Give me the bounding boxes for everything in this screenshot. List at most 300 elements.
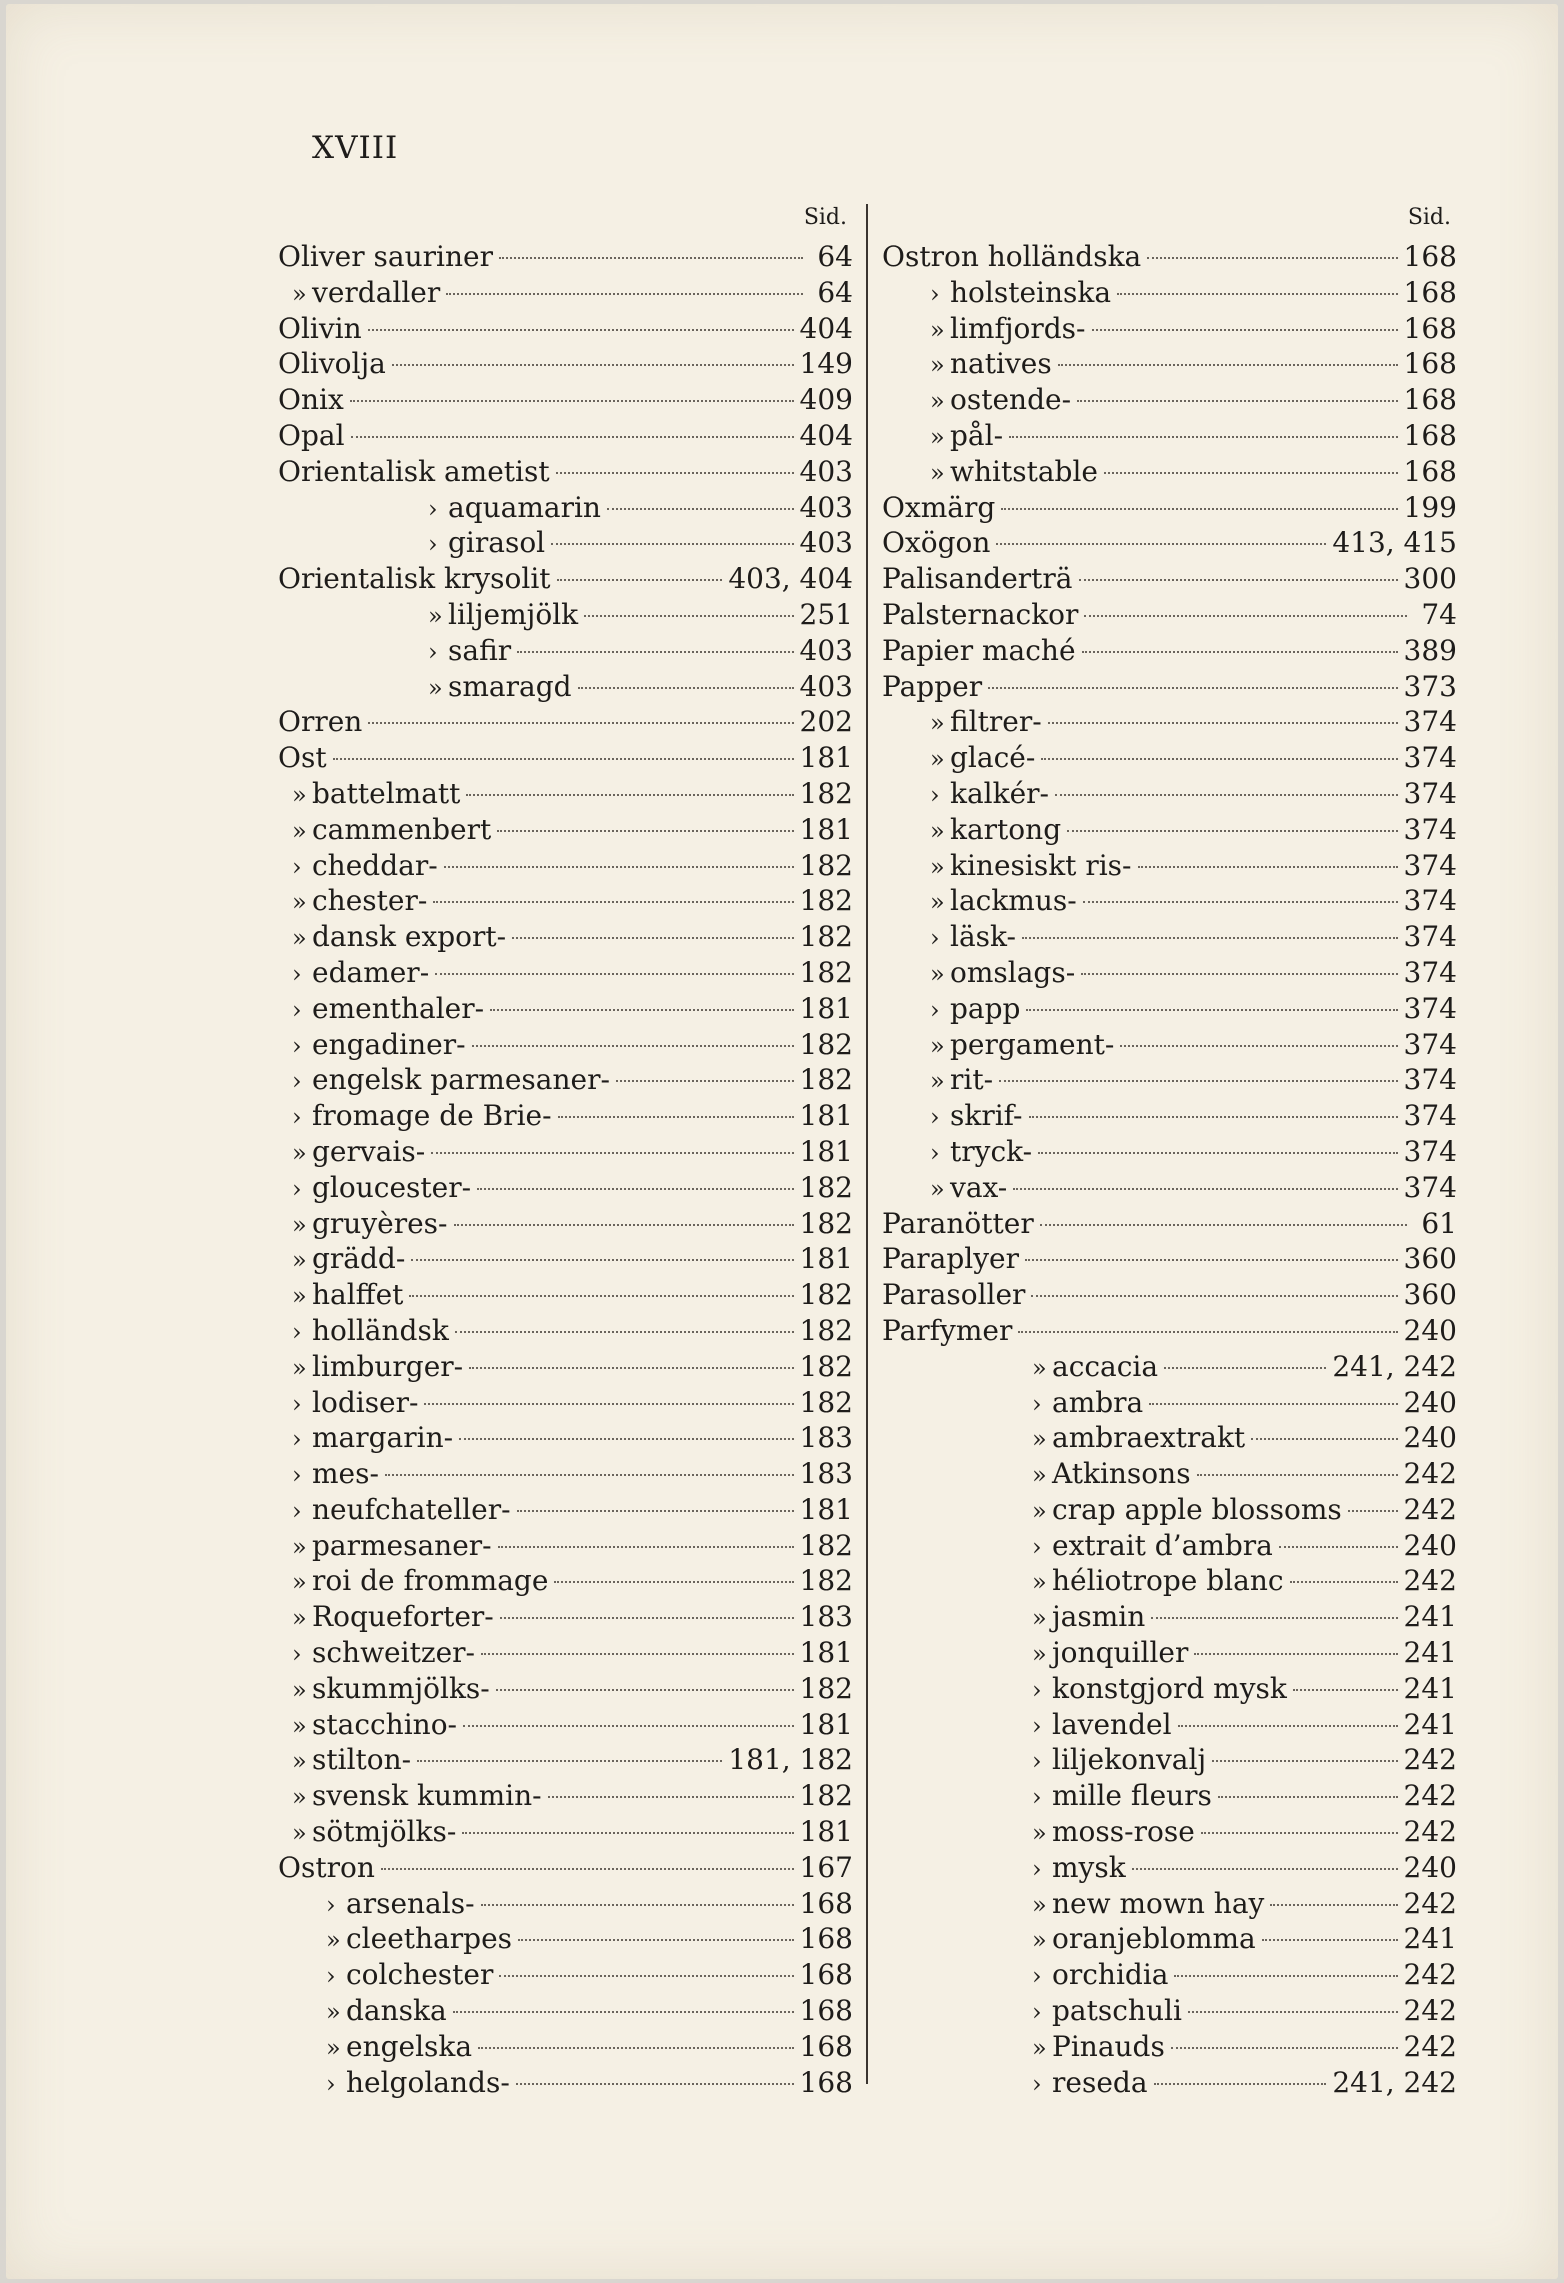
- ditto-mark: ›: [326, 1890, 336, 1919]
- dot-leader: [1251, 1438, 1397, 1440]
- ditto-mark: ›: [326, 1962, 336, 1991]
- dot-leader: [446, 293, 803, 295]
- ditto-mark: ›: [1032, 1962, 1042, 1991]
- entry-label: edamer-: [312, 955, 430, 989]
- entry-label: pål-: [950, 418, 1004, 452]
- index-entry: [882, 633, 1457, 669]
- entry-page-number: 181: [799, 1707, 853, 1741]
- ditto-mark: »: [930, 387, 945, 416]
- ditto-mark: ›: [292, 959, 302, 988]
- entry-label: cammenbert: [312, 812, 492, 846]
- ditto-mark: »: [326, 2033, 341, 2062]
- ditto-mark: »: [930, 315, 945, 344]
- entry-page-number: 182: [799, 1313, 853, 1347]
- entry-label: héliotrope blanc: [1052, 1564, 1284, 1598]
- entry-label: Atkinsons: [1052, 1457, 1191, 1491]
- entry-page-number: 409: [799, 383, 853, 417]
- ditto-mark: ›: [292, 1640, 302, 1669]
- left-column-header: Sid.: [803, 205, 847, 230]
- dot-leader: [1164, 1367, 1326, 1369]
- ditto-mark: ›: [1032, 1783, 1042, 1812]
- ditto-mark: »: [292, 1246, 307, 1275]
- dot-leader: [1077, 400, 1398, 402]
- entry-page-number: 168: [799, 1886, 853, 1920]
- ditto-mark: »: [930, 745, 945, 774]
- entry-label: orchidia: [1052, 1958, 1169, 1992]
- index-entry: [278, 1349, 853, 1385]
- dot-leader: [548, 1796, 794, 1798]
- entry-label: extrait d’ambra: [1052, 1528, 1273, 1562]
- entry-label: Orientalisk krysolit: [278, 562, 551, 596]
- dot-leader: [1279, 1546, 1398, 1548]
- index-entry: [278, 883, 853, 919]
- entry-label: Palisanderträ: [882, 562, 1073, 596]
- dot-leader: [1041, 758, 1397, 760]
- index-entry: [882, 1850, 1457, 1886]
- ditto-mark: ›: [1032, 1747, 1042, 1776]
- dot-leader: [453, 2011, 794, 2013]
- index-entry: [882, 1742, 1457, 1778]
- entry-page-number: 182: [799, 1170, 853, 1204]
- left-column: [278, 196, 853, 2100]
- index-entry: [278, 382, 853, 418]
- ditto-mark: »: [292, 1711, 307, 1740]
- dot-leader: [616, 1080, 794, 1082]
- index-entry: [278, 1170, 853, 1206]
- index-entry: [278, 919, 853, 955]
- dot-leader: [1029, 1116, 1398, 1118]
- dot-leader: [497, 830, 793, 832]
- entry-label: limburger-: [312, 1349, 464, 1383]
- dot-leader: [584, 615, 793, 617]
- entry-page-number: 374: [1403, 705, 1457, 739]
- ditto-mark: »: [1032, 1461, 1047, 1490]
- index-entry: [882, 346, 1457, 382]
- ditto-mark: ›: [930, 279, 940, 308]
- ditto-mark: ›: [292, 1317, 302, 1346]
- right-column: [882, 196, 1457, 2100]
- index-entry: [278, 597, 853, 633]
- entry-page-number: 374: [1403, 812, 1457, 846]
- entry-label: Papier maché: [882, 633, 1076, 667]
- entry-label: liljemjölk: [448, 597, 579, 631]
- entry-page-number: 168: [1403, 454, 1457, 488]
- ditto-mark: »: [428, 673, 443, 702]
- dot-leader: [1038, 1152, 1397, 1154]
- ditto-mark: ›: [930, 924, 940, 953]
- dot-leader: [1149, 1403, 1397, 1405]
- entry-page-number: 240: [1403, 1313, 1457, 1347]
- entry-page-number: 168: [799, 2065, 853, 2099]
- ditto-mark: »: [292, 1783, 307, 1812]
- index-entry: [278, 776, 853, 812]
- entry-page-number: 181: [799, 741, 853, 775]
- entry-label: holsteinska: [950, 275, 1112, 309]
- dot-leader: [1270, 1904, 1397, 1906]
- entry-label: cleetharpes: [346, 1922, 513, 1956]
- dot-leader: [417, 1760, 722, 1762]
- dot-leader: [1081, 973, 1397, 975]
- entry-label: neufchateller-: [312, 1492, 511, 1526]
- dot-leader: [1218, 1796, 1398, 1798]
- ditto-mark: »: [292, 1210, 307, 1239]
- ditto-mark: ›: [292, 1389, 302, 1418]
- dot-leader: [500, 1617, 794, 1619]
- index-entry: [882, 955, 1457, 991]
- entry-label: engadiner-: [312, 1027, 466, 1061]
- index-entry: [882, 1420, 1457, 1456]
- dot-leader: [1120, 1045, 1397, 1047]
- entry-label: parmesaner-: [312, 1528, 492, 1562]
- entry-page-number: 182: [799, 848, 853, 882]
- dot-leader: [481, 1904, 794, 1906]
- entry-label: halffet: [312, 1278, 404, 1312]
- entry-label: läsk-: [950, 920, 1016, 954]
- index-entry: [278, 1814, 853, 1850]
- entry-label: aquamarin: [448, 490, 601, 524]
- entry-page-number: 168: [799, 1922, 853, 1956]
- dot-leader: [1067, 830, 1397, 832]
- entry-label: Ostron: [278, 1850, 375, 1884]
- entry-label: mille fleurs: [1052, 1779, 1212, 1813]
- entry-page-number: 374: [1403, 955, 1457, 989]
- index-entry: [882, 669, 1457, 705]
- entry-label: kinesiskt ris-: [950, 848, 1132, 882]
- ditto-mark: ›: [292, 1067, 302, 1096]
- entry-page-number: 182: [799, 920, 853, 954]
- entry-page-number: 181: [799, 812, 853, 846]
- dot-leader: [1083, 901, 1398, 903]
- left-entries: [278, 239, 853, 2100]
- ditto-mark: »: [1032, 1819, 1047, 1848]
- index-entry: [278, 1456, 853, 1492]
- entry-page-number: 374: [1403, 1170, 1457, 1204]
- entry-label: skrif-: [950, 1099, 1023, 1133]
- entry-label: margarin-: [312, 1421, 454, 1455]
- ditto-mark: »: [1032, 1640, 1047, 1669]
- index-entry: [278, 2029, 853, 2065]
- entry-page-number: 182: [799, 1779, 853, 1813]
- entry-label: liljekonvalj: [1052, 1743, 1207, 1777]
- index-entry: [882, 311, 1457, 347]
- dot-leader: [1138, 866, 1398, 868]
- dot-leader: [1025, 1259, 1398, 1261]
- entry-page-number: 168: [799, 1958, 853, 1992]
- index-entry: [278, 669, 853, 705]
- ditto-mark: »: [292, 924, 307, 953]
- dot-leader: [368, 722, 793, 724]
- entry-page-number: 242: [1403, 1994, 1457, 2028]
- index-entry: [882, 1563, 1457, 1599]
- entry-page-number: 182: [799, 1278, 853, 1312]
- index-entry: [278, 454, 853, 490]
- entry-page-number: 241: [1403, 1600, 1457, 1634]
- index-page: [6, 4, 1558, 2279]
- dot-leader: [462, 1832, 793, 1834]
- entry-page-number: 241, 242: [1332, 1349, 1457, 1383]
- ditto-mark: ›: [292, 852, 302, 881]
- entry-page-number: 202: [799, 705, 853, 739]
- dot-leader: [557, 579, 723, 581]
- entry-label: Ostron holländska: [882, 240, 1142, 273]
- index-entry: [278, 633, 853, 669]
- entry-page-number: 374: [1403, 991, 1457, 1025]
- index-entry: [882, 1993, 1457, 2029]
- entry-page-number: 403, 404: [728, 562, 853, 596]
- dot-leader: [477, 1188, 793, 1190]
- dot-leader: [554, 1581, 793, 1583]
- entry-label: stacchino-: [312, 1707, 458, 1741]
- entry-label: skummjölks-: [312, 1671, 490, 1705]
- entry-label: Roqueforter-: [312, 1600, 494, 1634]
- index-entry: [882, 1599, 1457, 1635]
- dot-leader: [433, 901, 793, 903]
- entry-label: kartong: [950, 812, 1062, 846]
- index-entry: [278, 1385, 853, 1421]
- right-entries: [882, 239, 1457, 2100]
- index-entry: [882, 1635, 1457, 1671]
- ditto-mark: »: [428, 601, 443, 630]
- ditto-mark: ›: [930, 780, 940, 809]
- index-entry: [882, 2065, 1457, 2101]
- entry-page-number: 374: [1403, 776, 1457, 810]
- index-entry: [882, 919, 1457, 955]
- ditto-mark: ›: [1032, 2069, 1042, 2098]
- ditto-mark: »: [1032, 1425, 1047, 1454]
- dot-leader: [455, 1331, 794, 1333]
- entry-label: accacia: [1052, 1349, 1159, 1383]
- index-entry: [882, 1921, 1457, 1957]
- index-entry: [278, 1528, 853, 1564]
- entry-page-number: 373: [1403, 669, 1457, 703]
- index-entry: [278, 1563, 853, 1599]
- right-column-header: Sid.: [1407, 205, 1451, 230]
- entry-page-number: 168: [1403, 275, 1457, 309]
- entry-page-number: 182: [799, 955, 853, 989]
- entry-label: roi de frommage: [312, 1564, 549, 1598]
- index-entry: [882, 848, 1457, 884]
- entry-label: chester-: [312, 884, 428, 918]
- dot-leader: [1022, 937, 1398, 939]
- entry-page-number: 403: [799, 526, 853, 560]
- entry-page-number: 242: [1403, 1457, 1457, 1491]
- entry-label: lavendel: [1052, 1707, 1172, 1741]
- entry-page-number: 199: [1403, 490, 1457, 524]
- entry-page-number: 389: [1403, 633, 1457, 667]
- index-entry: [278, 1134, 853, 1170]
- entry-label: pergament-: [950, 1027, 1115, 1061]
- entry-page-number: 374: [1403, 1134, 1457, 1168]
- entry-label: battelmatt: [312, 776, 461, 810]
- dot-leader: [469, 1367, 793, 1369]
- entry-page-number: 181: [799, 1636, 853, 1670]
- ditto-mark: »: [1032, 1604, 1047, 1633]
- entry-label: Parasoller: [882, 1278, 1026, 1312]
- dot-leader: [1058, 364, 1398, 366]
- ditto-mark: ›: [930, 995, 940, 1024]
- entry-label: Ost: [278, 741, 327, 775]
- entry-page-number: 168: [1403, 383, 1457, 417]
- dot-leader: [1018, 1331, 1397, 1333]
- index-entry: [882, 991, 1457, 1027]
- entry-label: kalkér-: [950, 776, 1049, 810]
- dot-leader: [551, 543, 793, 545]
- entry-page-number: 403: [799, 669, 853, 703]
- dot-leader: [350, 400, 794, 402]
- entry-page-number: 182: [799, 1027, 853, 1061]
- dot-leader: [1147, 257, 1397, 259]
- entry-page-number: 374: [1403, 848, 1457, 882]
- entry-page-number: 240: [1403, 1385, 1457, 1419]
- entry-label: papp: [950, 991, 1021, 1025]
- entry-label: crap apple blossoms: [1052, 1492, 1342, 1526]
- entry-label: Papper: [882, 669, 983, 703]
- dot-leader: [1290, 1581, 1398, 1583]
- entry-page-number: 242: [1403, 1779, 1457, 1813]
- index-entry: [278, 1886, 853, 1922]
- entry-page-number: 181, 182: [728, 1743, 853, 1777]
- index-entry: [278, 490, 853, 526]
- ditto-mark: »: [930, 959, 945, 988]
- entry-label: Onix: [278, 383, 344, 417]
- dot-leader: [424, 1403, 793, 1405]
- entry-label: grädd-: [312, 1242, 406, 1276]
- index-entry: [882, 1313, 1457, 1349]
- entry-label: girasol: [448, 526, 546, 560]
- ditto-mark: »: [930, 458, 945, 487]
- entry-label: rit-: [950, 1063, 994, 1097]
- entry-label: engelsk parmesaner-: [312, 1063, 610, 1097]
- dot-leader: [1009, 436, 1398, 438]
- entry-label: filtrer-: [950, 705, 1042, 739]
- entry-page-number: 360: [1403, 1278, 1457, 1312]
- entry-label: ambraextrakt: [1052, 1421, 1246, 1455]
- entry-page-number: 181: [799, 991, 853, 1025]
- entry-label: limfjords-: [950, 311, 1086, 345]
- dot-leader: [1084, 615, 1407, 617]
- dot-leader: [1092, 329, 1398, 331]
- index-entry: [882, 1098, 1457, 1134]
- entry-label: jasmin: [1052, 1600, 1146, 1634]
- entry-label: danska: [346, 1994, 447, 2028]
- entry-page-number: 182: [799, 1206, 853, 1240]
- entry-page-number: 241: [1403, 1671, 1457, 1705]
- index-entry: [882, 812, 1457, 848]
- entry-label: lackmus-: [950, 884, 1077, 918]
- index-entry: [278, 418, 853, 454]
- entry-page-number: 181: [799, 1492, 853, 1526]
- entry-label: lodiser-: [312, 1385, 419, 1419]
- ditto-mark: »: [292, 1532, 307, 1561]
- index-entry: [882, 704, 1457, 740]
- dot-leader: [431, 1152, 793, 1154]
- index-entry: [882, 1134, 1457, 1170]
- entry-page-number: 183: [799, 1421, 853, 1455]
- ditto-mark: »: [930, 1031, 945, 1060]
- dot-leader: [1262, 1939, 1398, 1941]
- index-entry: [882, 1492, 1457, 1528]
- ditto-mark: ›: [292, 1461, 302, 1490]
- entry-label: mysk: [1052, 1850, 1126, 1884]
- index-entry: [882, 1528, 1457, 1564]
- entry-label: Paranötter: [882, 1206, 1034, 1240]
- index-entry: [278, 1742, 853, 1778]
- dot-leader: [1055, 794, 1398, 796]
- entry-page-number: 300: [1403, 562, 1457, 596]
- ditto-mark: »: [1032, 1890, 1047, 1919]
- ditto-mark: »: [930, 351, 945, 380]
- dot-leader: [444, 866, 794, 868]
- ditto-mark: ›: [1032, 1675, 1042, 1704]
- entry-page-number: 168: [1403, 347, 1457, 381]
- ditto-mark: ›: [1032, 1711, 1042, 1740]
- ditto-mark: »: [326, 1926, 341, 1955]
- index-entry: [278, 1778, 853, 1814]
- entry-label: gervais-: [312, 1134, 426, 1168]
- entry-label: colchester: [346, 1958, 494, 1992]
- entry-label: glacé-: [950, 741, 1036, 775]
- entry-label: schweitzer-: [312, 1636, 475, 1670]
- ditto-mark: ›: [428, 494, 438, 523]
- entry-label: ostende-: [950, 383, 1072, 417]
- entry-page-number: 181: [799, 1815, 853, 1849]
- index-entry: [278, 1420, 853, 1456]
- entry-page-number: 182: [799, 1385, 853, 1419]
- entry-page-number: 403: [799, 454, 853, 488]
- entry-label: Opal: [278, 418, 345, 452]
- entry-label: Paraplyer: [882, 1242, 1020, 1276]
- ditto-mark: »: [292, 1568, 307, 1597]
- dot-leader: [1188, 2011, 1398, 2013]
- ditto-mark: ›: [930, 1138, 940, 1167]
- dot-leader: [1151, 1617, 1397, 1619]
- entry-label: gloucester-: [312, 1170, 472, 1204]
- ditto-mark: ›: [292, 1103, 302, 1132]
- index-entry: [278, 346, 853, 382]
- ditto-mark: »: [292, 1282, 307, 1311]
- dot-leader: [999, 1080, 1397, 1082]
- index-entry: [882, 418, 1457, 454]
- index-entry: [278, 2065, 853, 2101]
- index-entry: [278, 1277, 853, 1313]
- entry-page-number: 240: [1403, 1528, 1457, 1562]
- entry-page-number: 168: [1403, 418, 1457, 452]
- entry-label: jonquiller: [1052, 1636, 1189, 1670]
- entry-page-number: 413, 415: [1332, 526, 1457, 560]
- entry-page-number: 404: [799, 418, 853, 452]
- dot-leader: [1194, 1653, 1397, 1655]
- ditto-mark: »: [930, 852, 945, 881]
- entry-label: tryck-: [950, 1134, 1033, 1168]
- index-entry: [882, 1671, 1457, 1707]
- ditto-mark: »: [292, 1138, 307, 1167]
- entry-page-number: 374: [1403, 1027, 1457, 1061]
- entry-label: safir: [448, 633, 512, 667]
- dot-leader: [1040, 1224, 1407, 1226]
- entry-label: ementhaler-: [312, 991, 485, 1025]
- entry-page-number: 64: [817, 275, 853, 309]
- dot-leader: [496, 1689, 794, 1691]
- index-entry: [882, 1206, 1457, 1242]
- ditto-mark: ›: [1032, 1389, 1042, 1418]
- dot-leader: [454, 1224, 794, 1226]
- ditto-mark: ›: [292, 1031, 302, 1060]
- dot-leader: [459, 1438, 793, 1440]
- dot-leader: [1048, 722, 1398, 724]
- dot-leader: [490, 1009, 793, 1011]
- index-entry: [278, 1206, 853, 1242]
- index-entry: [278, 1957, 853, 1993]
